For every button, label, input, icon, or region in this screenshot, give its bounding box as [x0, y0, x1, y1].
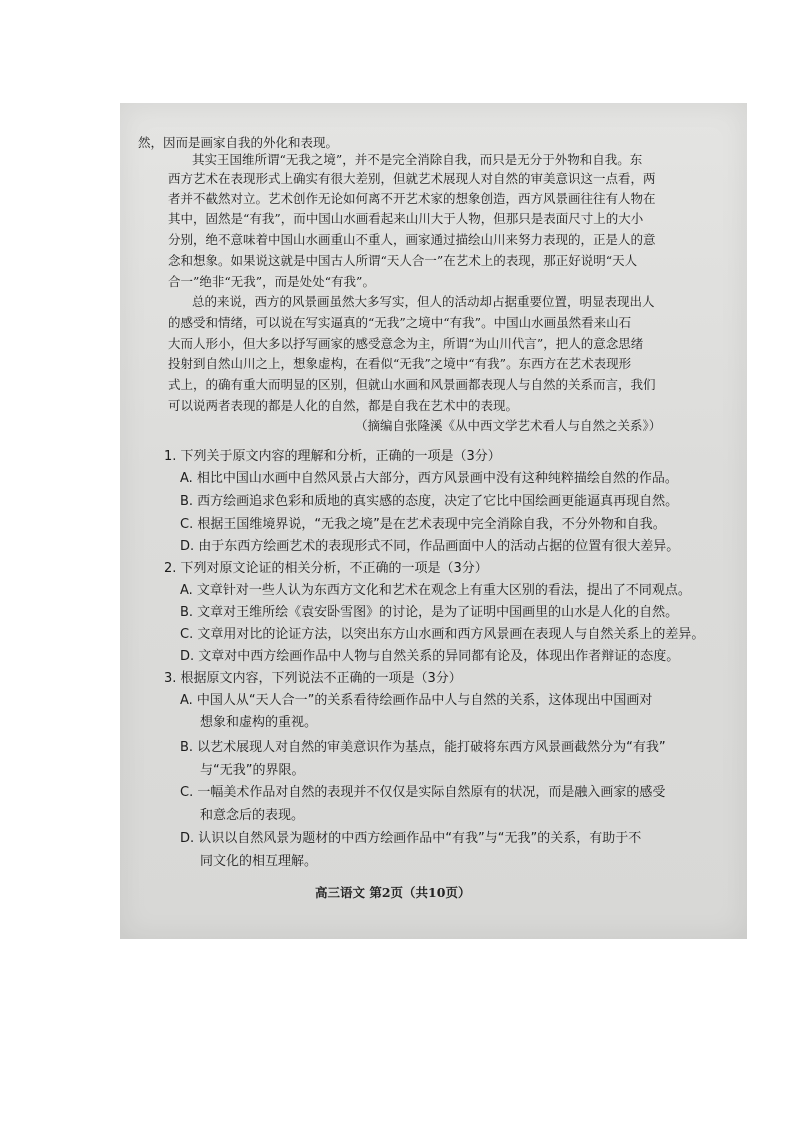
question-2-option-d: D. 文章对中西方绘画作品中人物与自然关系的异同都有论及，体现出作者辩证的态度。: [180, 649, 680, 664]
passage-line: 其中，固然是“有我”，而中国山水画看起来山川大于人物，但那只是表面尺寸上的大小: [168, 211, 644, 226]
scanned-page: [120, 103, 747, 939]
passage-line: 西方艺术在表现形式上确实有很大差别，但就艺术展现人对自然的审美意识这一点看，两: [168, 171, 656, 186]
question-3-option-c: C. 一幅美术作品对自然的表现并不仅仅是实际自然原有的状况，而是融入画家的感受: [180, 785, 666, 800]
page-footer: 高三语文 第2页（共10页）: [315, 885, 471, 900]
question-1-stem: 1. 下列关于原文内容的理解和分析，正确的一项是（3分）: [164, 449, 501, 464]
passage-line: 然，因而是画家自我的外化和表现。: [138, 135, 339, 150]
question-1-option-a: A. 相比中国山水画中自然风景占大部分，西方风景画中没有这种纯粹描绘自然的作品。: [180, 471, 678, 486]
passage-line: 的感受和情绪，可以说在写实逼真的“无我”之境中“有我”。中国山水画虽然看来山石: [168, 315, 632, 330]
passage-line: 总的来说，西方的风景画虽然大多写实，但人的活动却占据重要位置，明显表现出人: [192, 294, 655, 309]
passage-line: 大而人形小，但大多以抒写画家的感受意念为主，所谓“为山川代言”，把人的意念思绪: [168, 336, 644, 351]
passage-line: 合一”绝非“无我”，而是处处“有我”。: [168, 274, 375, 289]
question-3-option-a-cont: 想象和虚构的重视。: [200, 715, 318, 730]
passage-line: 其实王国维所谓“无我之境”，并不是完全消除自我，而只是无分于外物和自我。东: [192, 152, 643, 167]
question-2-option-b: B. 文章对王维所绘《袁安卧雪图》的讨论，是为了证明中国画里的山水是人化的自然。: [180, 605, 679, 620]
passage-line: 者并不截然对立。艺术创作无论如何离不开艺术家的想象创造，西方风景画往往有人物在: [168, 191, 656, 206]
question-2-option-a: A. 文章针对一些人认为东西方文化和艺术在观念上有重大区别的看法，提出了不同观点。: [180, 583, 691, 598]
source-note: （摘编自张隆溪《从中西文学艺术看人与自然之关系》）: [355, 418, 662, 433]
question-2-stem: 2. 下列对原文论证的相关分析，不正确的一项是（3分）: [164, 561, 488, 576]
passage-line: 式上，的确有重大而明显的区别，但就山水画和风景画都表现人与自然的关系而言，我们: [168, 377, 656, 392]
question-3-option-c-cont: 和意念后的表现。: [200, 808, 305, 823]
question-3-option-d: D. 认识以自然风景为题材的中西方绘画作品中“有我”与“无我”的关系，有助于不: [180, 831, 642, 846]
question-2-option-c: C. 文章用对比的论证方法，以突出东方山水画和西方风景画在表现人与自然关系上的差异。: [180, 627, 705, 642]
passage-line: 分别，绝不意味着中国山水画重山不重人，画家通过描绘山川来努力表现的，正是人的意: [168, 232, 656, 247]
passage-line: 投射到自然山川之上，想象虚构，在看似“无我”之境中“有我”。东西方在艺术表现形: [168, 356, 632, 371]
question-1-option-d: D. 由于东西方绘画艺术的表现形式不同，作品画面中人的活动占据的位置有很大差异。: [180, 539, 680, 554]
question-3-option-b: B. 以艺术展现人对自然的审美意识作为基点，能打破将东西方风景画截然分为“有我”: [180, 740, 666, 755]
passage-line: 可以说两者表现的都是人化的自然，都是自我在艺术中的表现。: [168, 398, 519, 413]
question-1-option-c: C. 根据王国维境界说，“无我之境”是在艺术表现中完全消除自我，不分外物和自我。: [180, 517, 666, 532]
question-3-option-d-cont: 同文化的相互理解。: [200, 854, 318, 869]
question-1-option-b: B. 西方绘画追求色彩和质地的真实感的态度，决定了它比中国绘画更能逼真再现自然。: [180, 494, 679, 509]
question-3-stem: 3. 根据原文内容，下列说法不正确的一项是（3分）: [164, 671, 462, 686]
question-3-option-a: A. 中国人从“天人合一”的关系看待绘画作品中人与自然的关系，这体现出中国画对: [180, 693, 653, 708]
passage-line: 念和想象。如果说这就是中国古人所谓“天人合一”在艺术上的表现，那正好说明“天人: [168, 253, 638, 268]
question-3-option-b-cont: 与“无我”的界限。: [200, 763, 305, 778]
